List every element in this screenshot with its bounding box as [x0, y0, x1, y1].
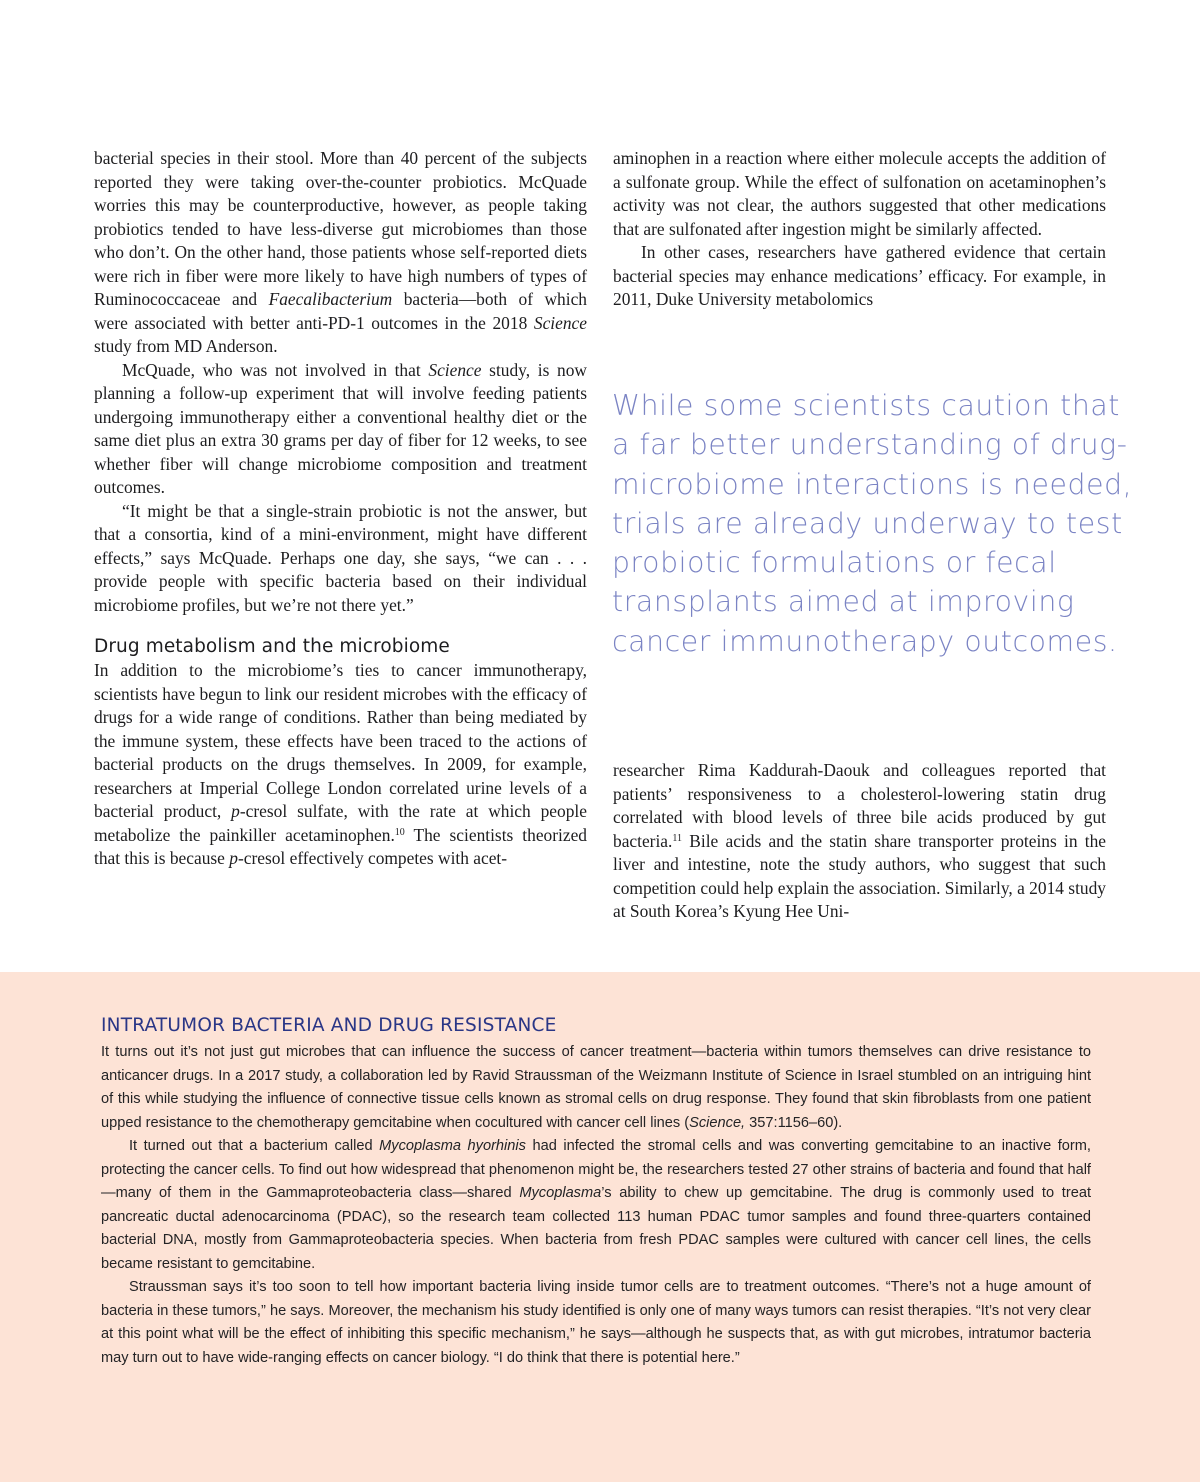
paragraph: aminophen in a reaction where either molecule accepts the addition of a sulfonate group. While the effect of sulfonation on acetaminophen’s activity was not clear, the authors suggested that other medications that are sulfonated after ingestion might be similarly affected. — [613, 148, 1106, 239]
paragraph: Straussman says it’s too soon to tell how important bacteria living inside tumor cells are to treatment outcomes. “There’s not a huge amount of bacteria in these tumors,” he says. Moreover, the mechanism his study identified is only one of many ways tumors can resist therapies. “It’s not very clear at this point what will be the effect of inhibiting this specific mechanism,” he says—although he suspects that, as with gut microbes, intratumor bacteria may turn out to have wide-ranging effects on cancer biology. “I do think that there is potential here.” — [101, 1279, 1091, 1366]
paragraph: researcher Rima Kaddurah-Daouk and colleagues reported that patients’ responsiveness to a cholesterol-lowering statin drug correlated with blood levels of three bile acids produced by gut bacteria.$^{11}$ Bile acids and the statin share transporter proteins in the liver and intestine, note the study authors, who suggest that such competition could help explain the association. Similarly, a 2014 study at South Korea’s Kyung Hee Uni- — [613, 760, 1106, 921]
paragraph: It turned out that a bacterium called Mycoplasma hyorhinis had infected the stromal cells and was converting gemcitabine to an inactive form, protecting the cancer cells. To find out how widespread that phenomenon might be, the researchers tested 27 other strains of bacteria and found that half—many of them in the Gammaproteobacteria class—shared Mycoplasma’s ability to chew up gemcitabine. The drug is commonly used to treat pancreatic ductal adenocarcinoma (PDAC), so the research team collected 113 human PDAC tumor samples and found three-quarters contained bacterial DNA, mostly from Gammaproteobacteria species. When bacteria from fresh PDAC samples were cultured with cancer cell lines, the cells became resistant to gemcitabine. — [101, 1138, 1092, 1272]
section-subhead: Drug metabolism and the microbiome — [94, 636, 450, 657]
article-left-column — [94, 147, 587, 871]
paragraph: In addition to the microbiome’s ties to cancer immunotherapy, scientists have begun to link our resident microbes with the efficacy of drugs for a wide range of conditions. Rather than being mediated by the immune system, these effects have been traced to the actions of bacterial products on the drugs themselves. In 2009, for example, researchers at Imperial College London correlated urine levels of a bacterial product, p-cresol sulfate, with the rate at which people metabolize the painkiller acetaminophen.$^{10}$ The scientists theorized that this is because p-cresol effectively competes with acet- — [94, 660, 587, 868]
sidebar-body — [101, 1041, 1091, 1370]
reference-marker: 11 — [672, 832, 683, 844]
article-right-column-top — [613, 147, 1106, 312]
paragraph: In other cases, researchers have gathered evidence that certain bacterial species may enhance medications’ efficacy. For example, in 2011, Duke University metabolomics — [613, 242, 1106, 309]
article-right-column-bottom — [613, 759, 1106, 924]
pull-quote: While some scientists caution that a far better understanding of drug-microbiome interactions is needed, trials are already underway to test probiotic formulations or fecal transplants aimed at improving cancer immunotherapy outcomes. — [612, 389, 1133, 658]
paragraph: It turns out it’s not just gut microbes that can influence the success of cancer treatment—bacteria within tumors themselves can drive resistance to anticancer drugs. In a 2017 study, a collaboration led by Ravid Straussman of the Weizmann Institute of Science in Israel stumbled on an intriguing hint of this while studying the influence of connective tissue cells known as stromal cells on drug response. They found that skin fibroblasts from one patient upped resistance to the chemotherapy gemcitabine when cocultured with cancer cell lines (Science, 357:1156–60). — [101, 1044, 1091, 1131]
paragraph: bacterial species in their stool. More than 40 percent of the subjects reported they were taking over-the-counter probiotics. McQuade worries this may be counterproductive, however, as people taking probiotics tended to have less-diverse gut microbiomes than those who don’t. On the other hand, those patients whose self-reported diets were rich in fiber were more likely to have high numbers of types of Ruminococcaceae and Faecalibacterium bacteria—both of which were associated with better anti-PD-1 outcomes in the 2018 Science study from MD Anderson. — [94, 148, 587, 356]
sidebar-title: INTRATUMOR BACTERIA AND DRUG RESISTANCE — [101, 1015, 557, 1036]
reference-marker: 10 — [394, 826, 405, 838]
paragraph: “It might be that a single-strain probiotic is not the answer, but that a consortia, kind of a mini-environment, might have different effects,” says McQuade. Perhaps one day, she says, “we can . . . provide people with specific bacteria based on their individual microbiome profiles, but we’re not there yet.” — [94, 500, 587, 615]
paragraph: McQuade, who was not involved in that Science study, is now planning a follow-up experiment that will involve feeding patients undergoing immunotherapy either a conventional healthy diet or the same diet plus an extra 30 grams per day of fiber for 12 weeks, to see whether fiber will change microbiome composition and treatment outcomes. — [94, 359, 587, 497]
